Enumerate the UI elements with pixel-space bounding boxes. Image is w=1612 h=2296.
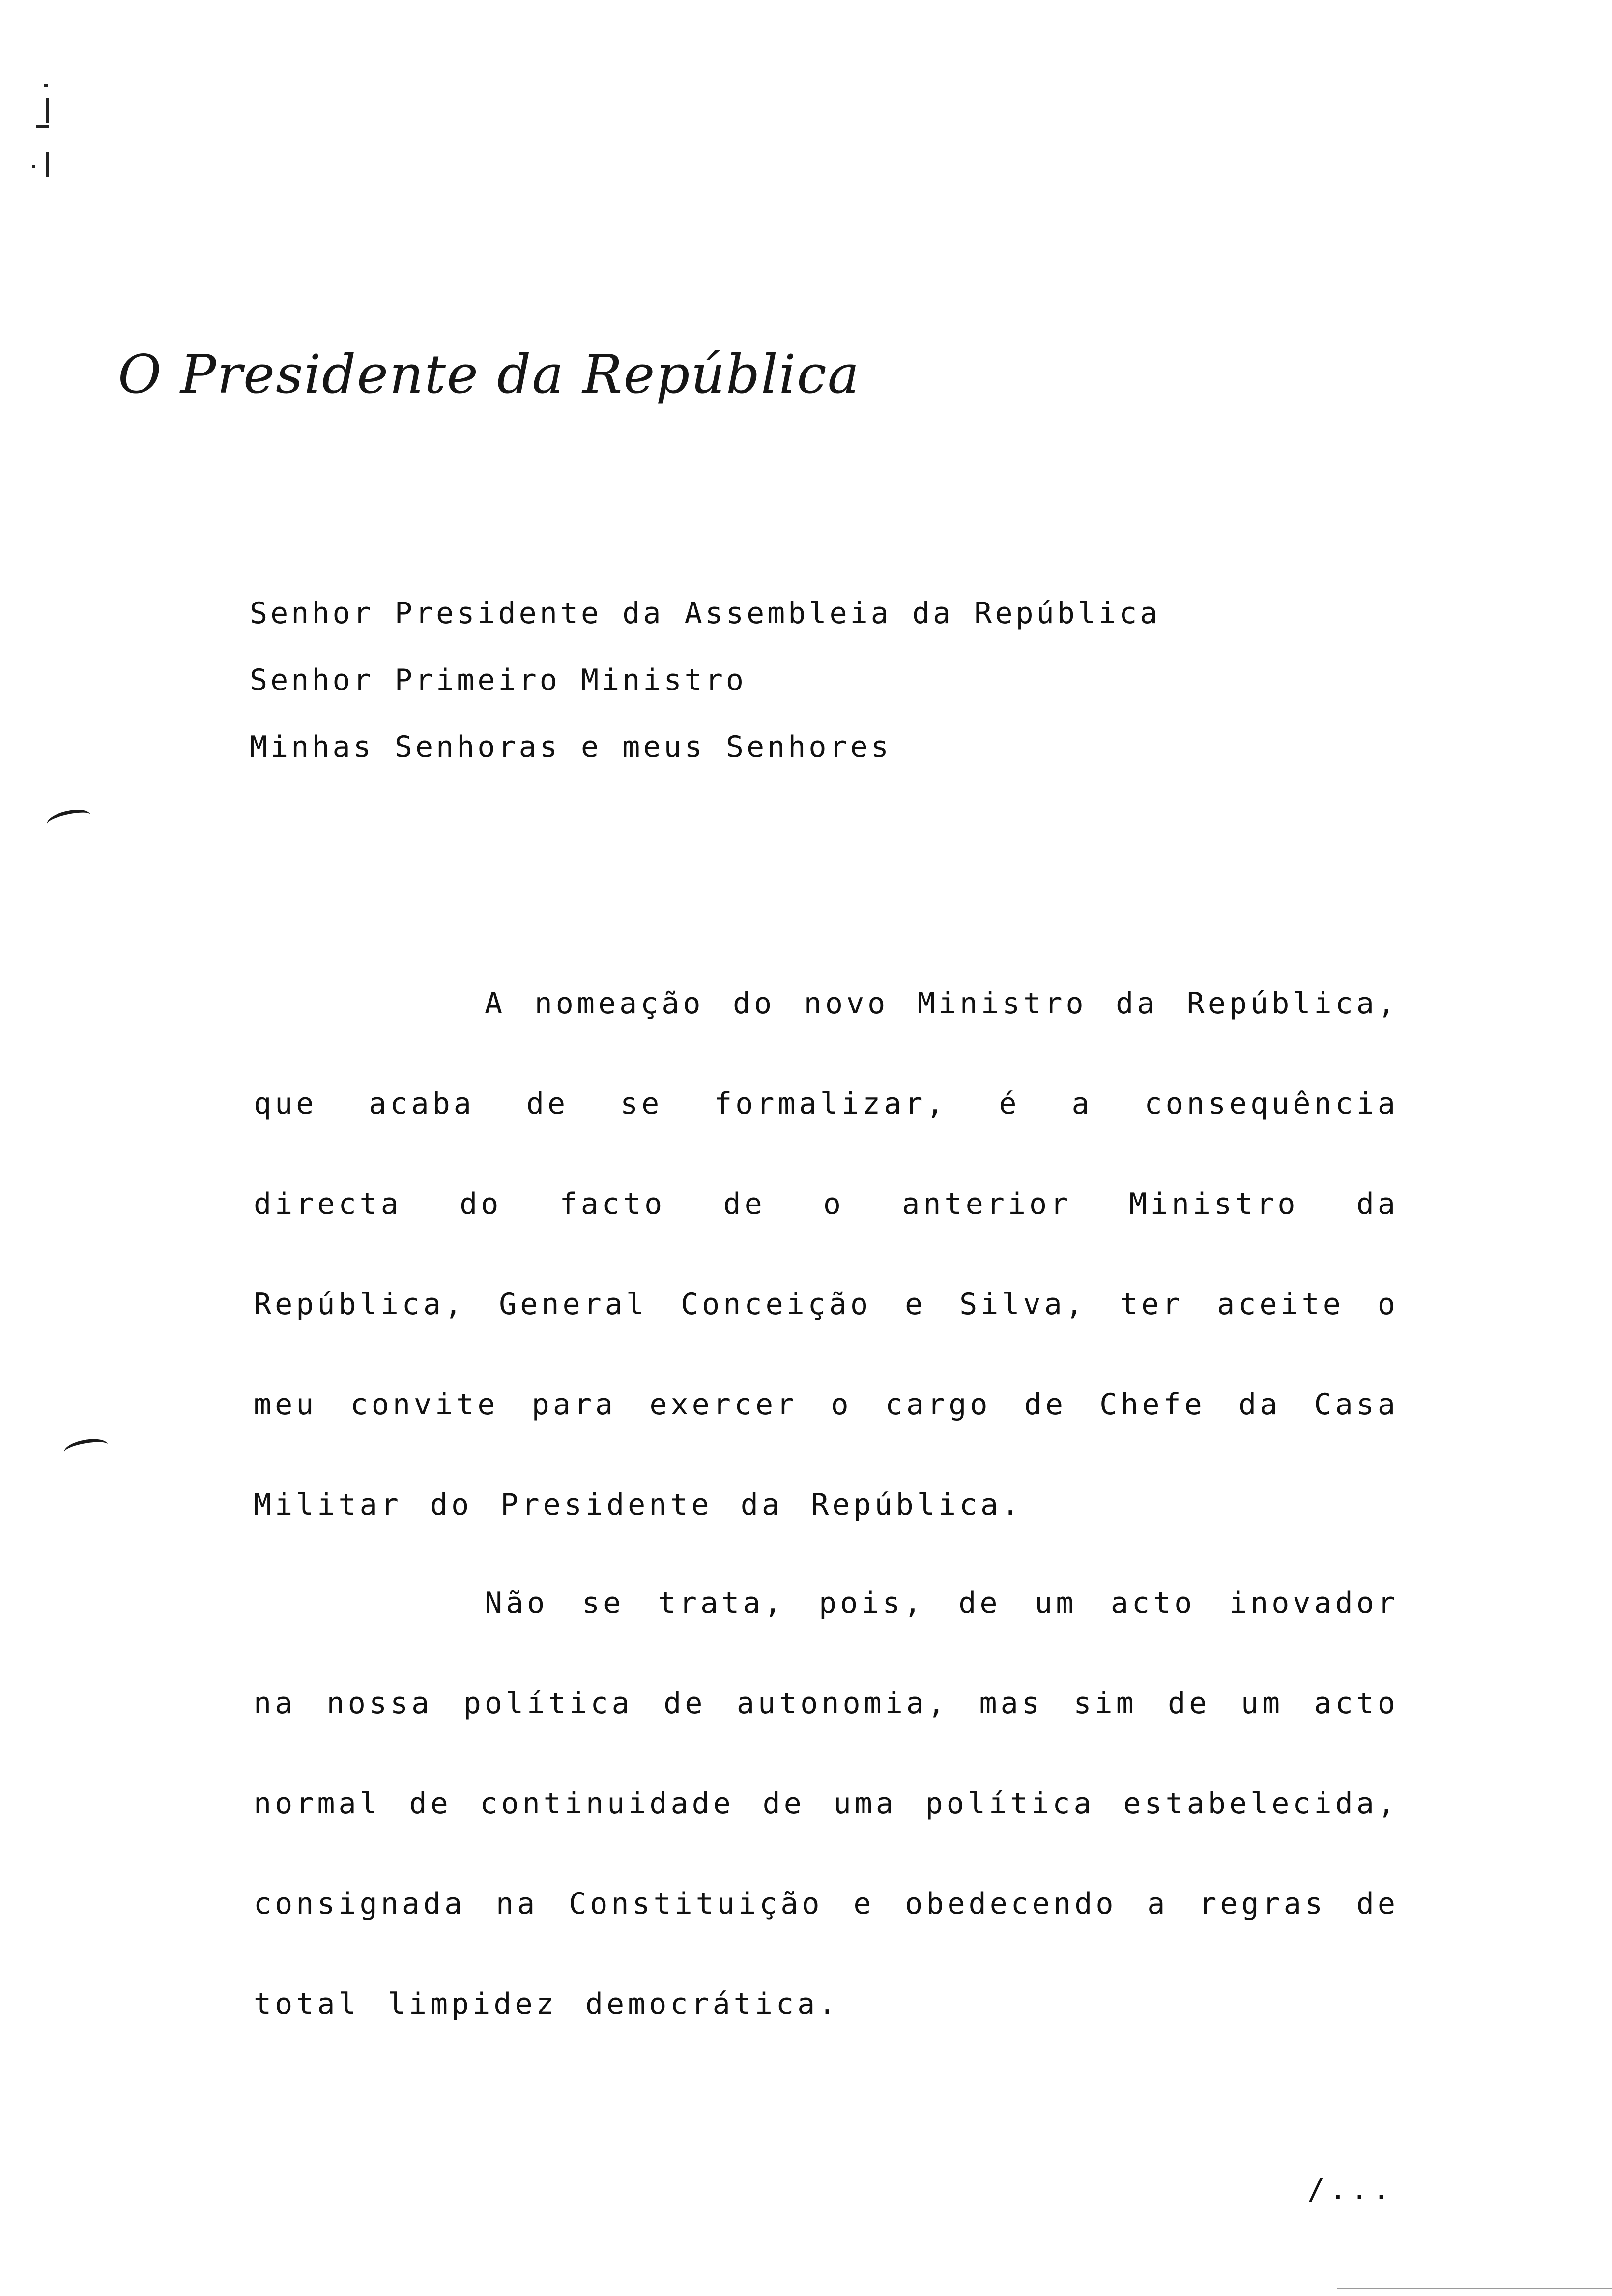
salutation-line: Senhor Presidente da Assembleia da República (250, 596, 1161, 631)
page-edge-line (1337, 2288, 1612, 2289)
margin-mark (63, 1436, 110, 1461)
salutation-block (250, 580, 1160, 780)
body-paragraph: Não se trata, pois, de um acto inovador na nossa política de autonomia, mas sim de um acto normal de continuidade de uma política estabelecida, consignada na Constituição e obedecendo a regras de total limpidez democrática. (254, 1586, 1399, 2021)
margin-scan-marks (29, 79, 59, 197)
letterhead-title: O Presidente da República (118, 344, 861, 405)
margin-mark (45, 806, 92, 832)
salutation-line: Minhas Senhoras e meus Senhores (250, 730, 892, 764)
salutation-line: Senhor Primeiro Ministro (250, 663, 747, 697)
body-paragraph: A nomeação do novo Ministro da República, que acaba de se formalizar, é a consequência directa do facto de o anterior Ministro da República, General Conceição e Silva, ter aceite o meu convite para exercer o cargo de Chefe da Casa Militar do Presidente da República. (254, 986, 1399, 1522)
continuation-marker: /... (1307, 2172, 1394, 2207)
